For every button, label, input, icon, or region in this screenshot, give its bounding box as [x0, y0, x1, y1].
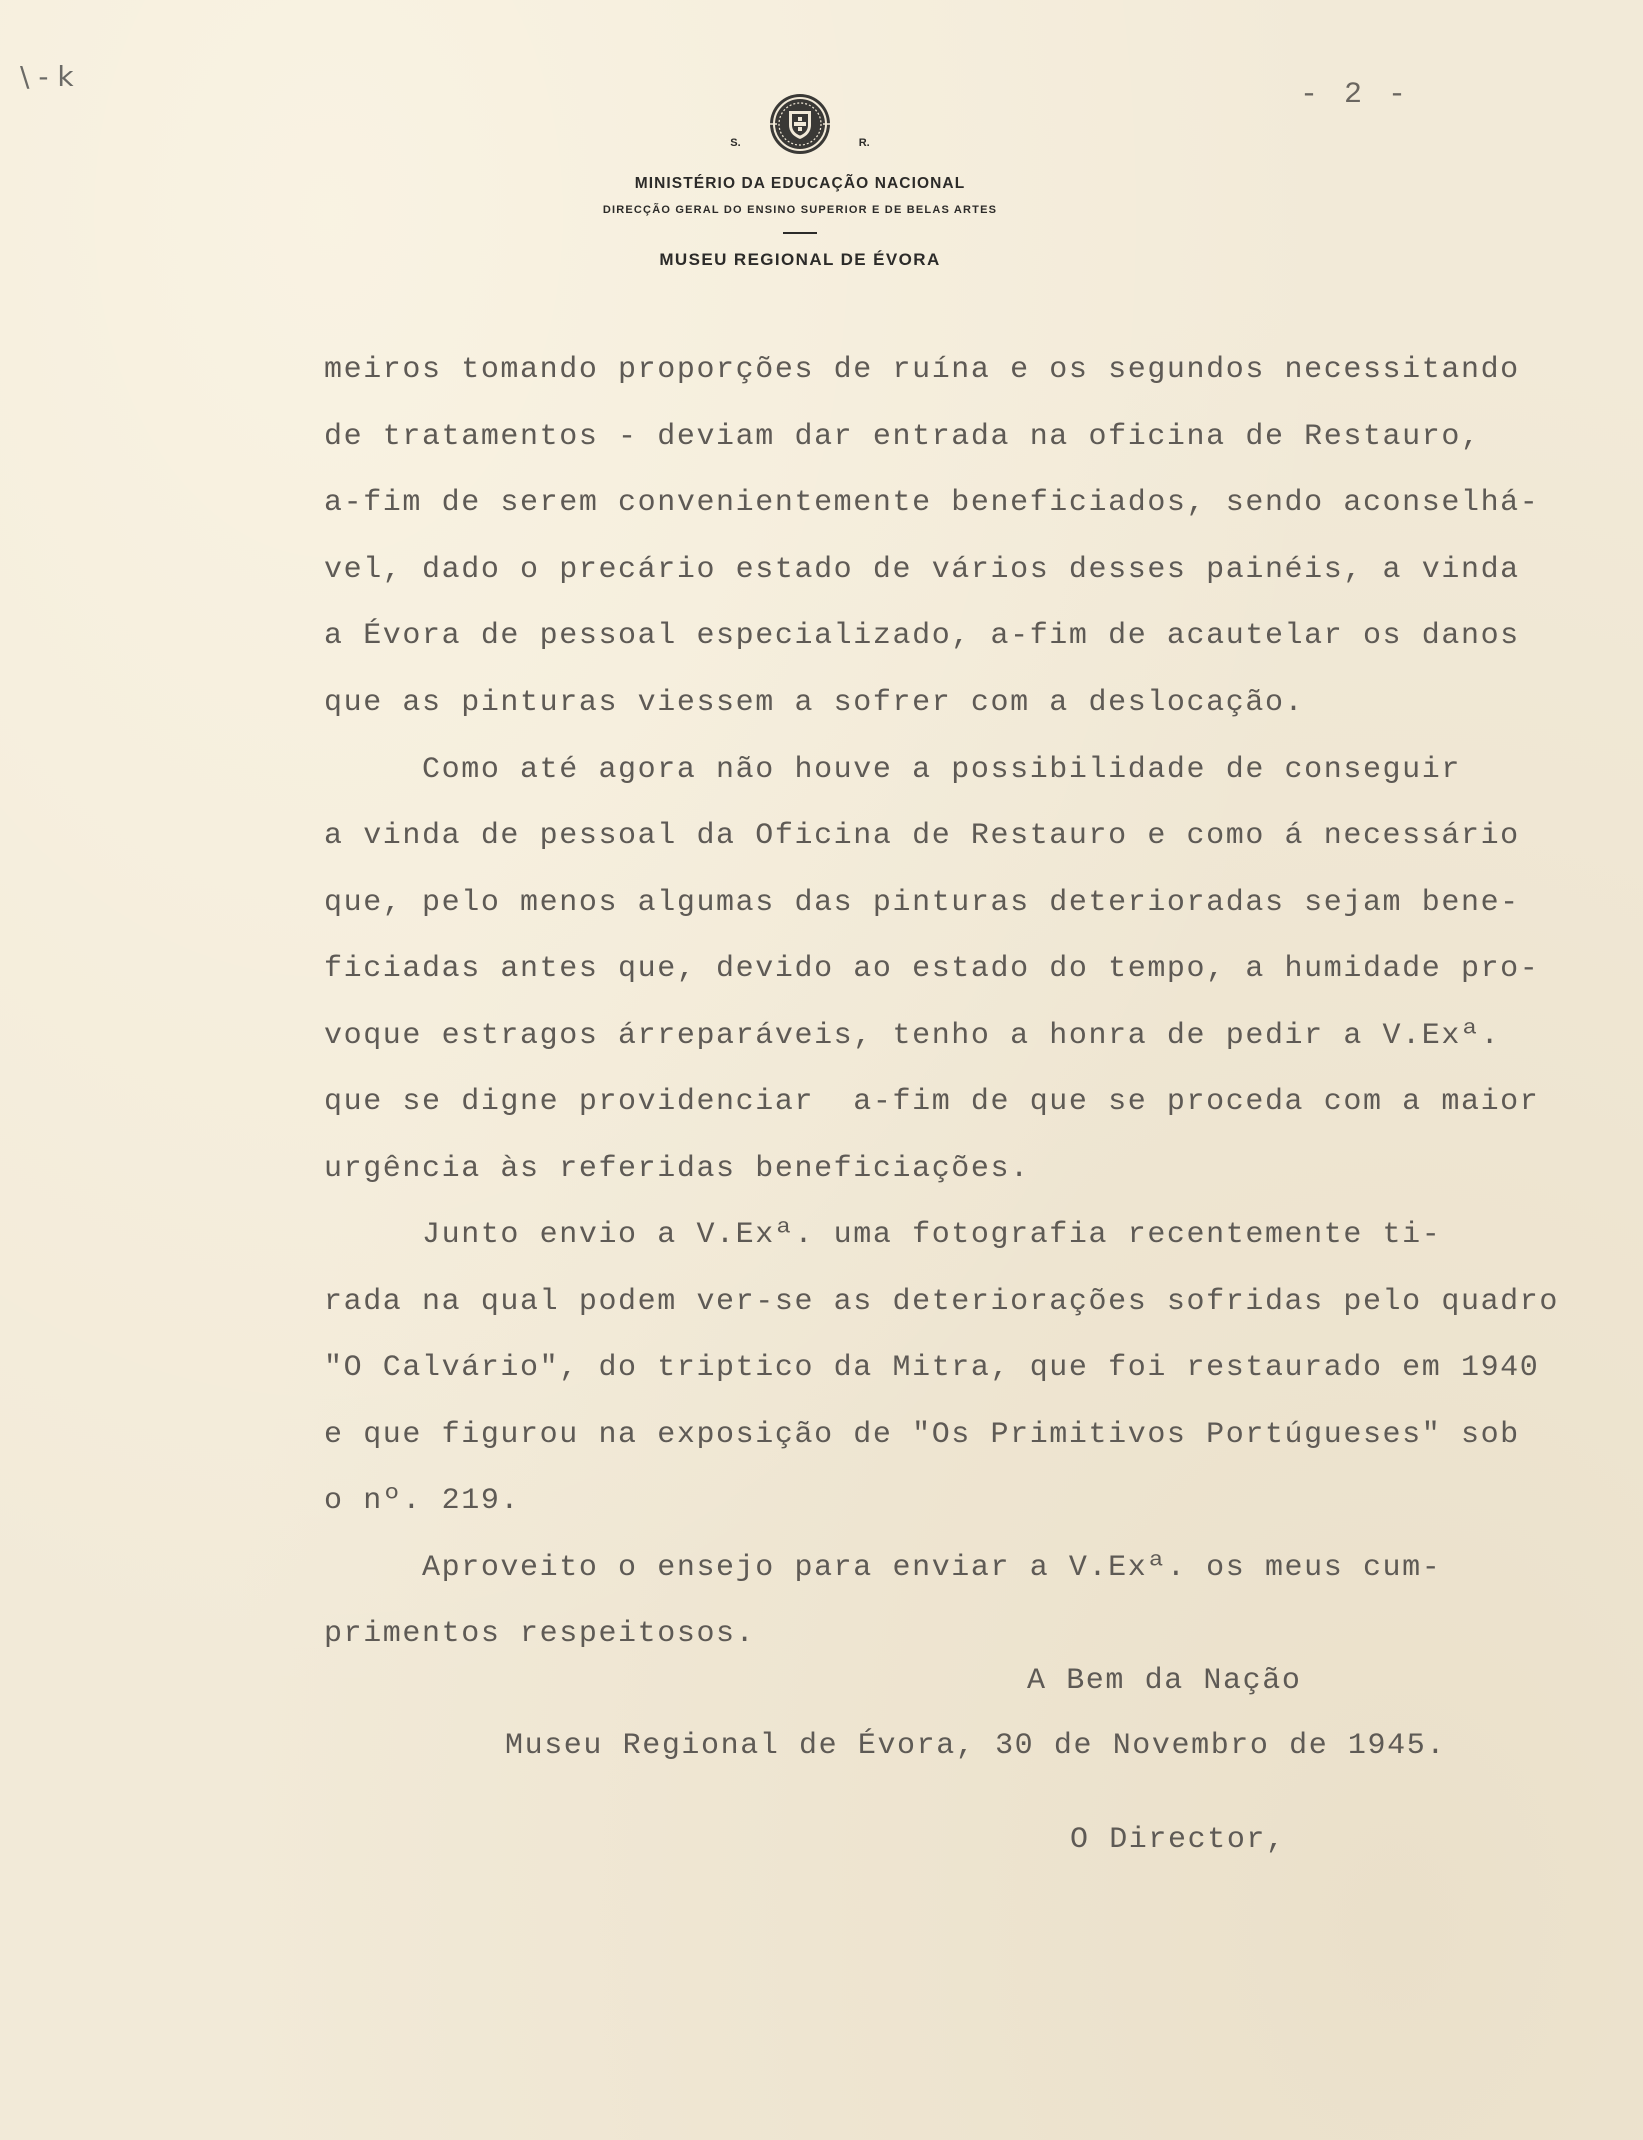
- museum-name: MUSEU REGIONAL DE ÉVORA: [659, 249, 941, 269]
- page-number: - 2 -: [1300, 78, 1411, 112]
- body-line: Aproveito o ensejo para enviar a V.Exª. os meus cum-: [324, 1551, 1442, 1585]
- body-line: de tratamentos - deviam dar entrada na oficina de Restauro,: [324, 420, 1481, 454]
- body-line: que as pinturas viessem a sofrer com a deslocação.: [324, 686, 1305, 720]
- ministry-name: MINISTÉRIO DA EDUCAÇÃO NACIONAL: [634, 175, 966, 192]
- letterhead: [500, 85, 1100, 270]
- body-line: ficiadas antes que, devido ao estado do tempo, a humidade pro-: [324, 952, 1540, 986]
- place-and-date: Museu Regional de Évora, 30 de Novembro de 1945.: [505, 1729, 1446, 1763]
- margin-mark: \ - k: [20, 60, 74, 93]
- crest-row: [500, 85, 1100, 157]
- body-line: rada na qual podem ver-se as deteriorações sofridas pelo quadro: [324, 1285, 1559, 1319]
- crest-letter-left: S.: [730, 137, 741, 149]
- body-line: meiros tomando proporções de ruína e os segundos necessitando: [324, 353, 1520, 387]
- body-line: voque estragos árreparáveis, tenho a honra de pedir a V.Exª.: [324, 1019, 1501, 1053]
- salutation: A Bem da Nação: [1027, 1664, 1302, 1698]
- body-line: Junto envio a V.Exª. uma fotografia recentemente ti-: [324, 1218, 1442, 1252]
- signatory-title: O Director,: [1070, 1823, 1286, 1857]
- body-line: urgência às referidas beneficiações.: [324, 1152, 1030, 1186]
- body-line: primentos respeitosos.: [324, 1617, 756, 1651]
- body-line: a Évora de pessoal especializado, a-fim de acautelar os danos: [324, 619, 1520, 653]
- body-line: que, pelo menos algumas das pinturas deterioradas sejam bene-: [324, 886, 1520, 920]
- body-line: a vinda de pessoal da Oficina de Restauro e como á necessário: [324, 819, 1520, 853]
- letterhead-divider: [783, 232, 817, 234]
- coat-of-arms-icon: [767, 91, 833, 157]
- body-line: vel, dado o precário estado de vários desses painéis, a vinda: [324, 553, 1520, 587]
- body-line: o nº. 219.: [324, 1484, 521, 1518]
- body-line: Como até agora não houve a possibilidade de conseguir: [324, 753, 1461, 787]
- crest-letter-right: R.: [858, 137, 870, 149]
- body-line: que se digne providenciar a-fim de que se proceda com a maior: [324, 1085, 1540, 1119]
- body-line: a-fim de serem convenientemente beneficiados, sendo aconselhá-: [324, 486, 1540, 520]
- direction-name: DIRECÇÃO GERAL DO ENSINO SUPERIOR E DE BELAS ARTES: [602, 204, 998, 216]
- body-line: "O Calvário", do triptico da Mitra, que foi restaurado em 1940: [324, 1351, 1540, 1385]
- body-line: e que figurou na exposição de "Os Primitivos Portúgueses" sob: [324, 1418, 1520, 1452]
